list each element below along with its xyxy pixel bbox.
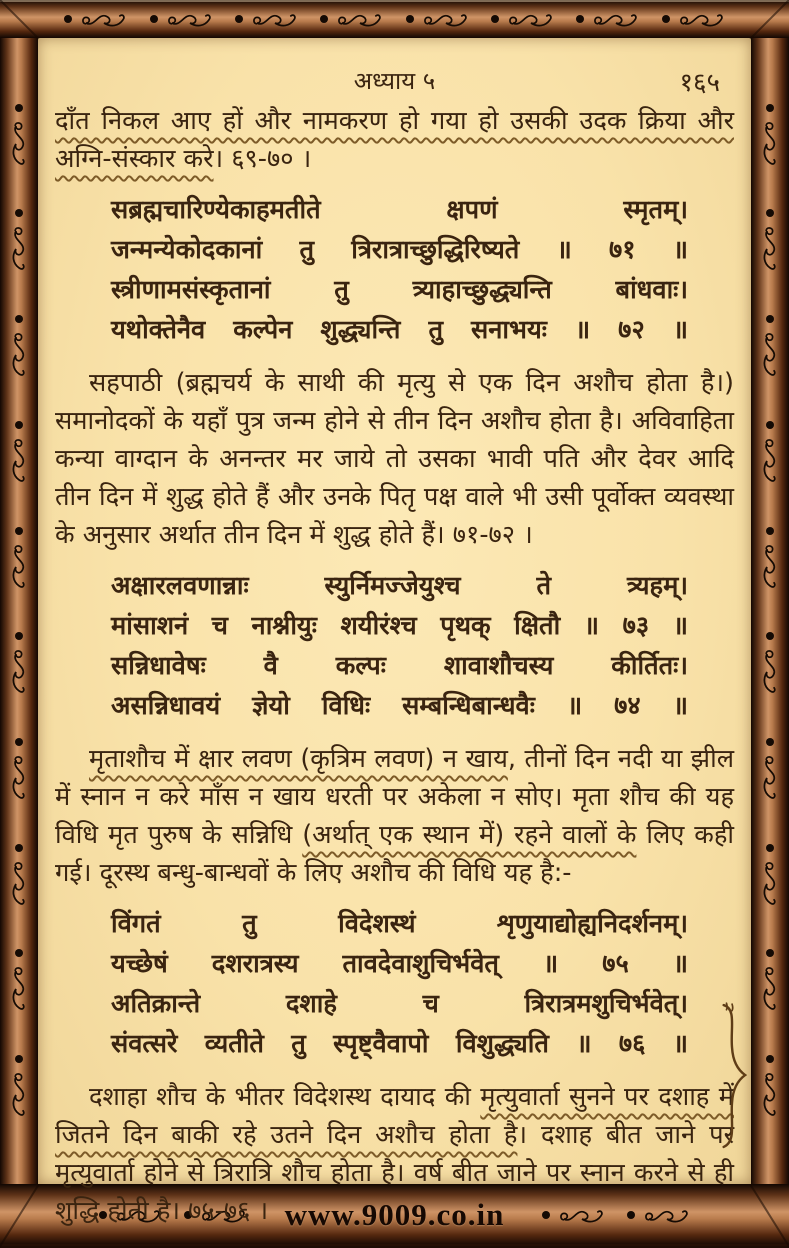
dot-icon bbox=[235, 15, 243, 23]
swash-icon bbox=[762, 332, 779, 378]
swash-icon bbox=[762, 966, 779, 1012]
text-segment: । ६९-७० । bbox=[213, 144, 312, 174]
flourish-ornament-icon bbox=[406, 11, 469, 28]
swash-icon bbox=[11, 755, 28, 801]
flourish-ornament-icon bbox=[762, 527, 779, 590]
page-header bbox=[55, 64, 734, 96]
text-segment: । दशाह बीत जाने पर मृत्युवार्ता होने से त्रिरात्रि शौच होता है। वर्ष बीत जाने पर स्नान करने से ही शुद्धि होती है। ७५-७६ । bbox=[55, 1120, 734, 1226]
underlined-phrase: मृताशौच में क्षार लवण (कृत्रिम लवण) न खाय bbox=[89, 744, 508, 774]
flourish-ornament-icon bbox=[11, 844, 28, 907]
flourish-ornament-icon bbox=[762, 104, 779, 167]
swash-icon bbox=[81, 11, 127, 28]
flourish-ornament-icon bbox=[662, 11, 725, 28]
dot-icon bbox=[15, 209, 23, 217]
text-segment: , तीनों दिन नदी या झील में स्नान न करे माँस न खाय धरती पर अकेला न सोए। मृता शौच की यह विधि मृत पुरुष के सन्निधि bbox=[55, 744, 734, 850]
swash-icon bbox=[762, 1072, 779, 1118]
dot-icon bbox=[766, 632, 774, 640]
dot-icon bbox=[15, 421, 23, 429]
flourish-ornament-icon bbox=[235, 11, 298, 28]
verse-line: अतिक्रान्ते दशाहे च त्रिरात्रमशुचिर्भवेत्। bbox=[111, 989, 688, 1019]
dot-icon bbox=[15, 315, 23, 323]
dot-icon bbox=[15, 844, 23, 852]
flourish-ornament-icon bbox=[320, 11, 383, 28]
swash-icon bbox=[762, 226, 779, 272]
dot-icon bbox=[766, 421, 774, 429]
flourish-ornament-icon bbox=[762, 315, 779, 378]
paragraph: सहपाठी (ब्रह्मचर्य के साथी की मृत्यु से एक दिन अशौच होता है।) समानोदकों के यहाँ पुत्र जन्म होने से तीन दिन अशौच होता है। अविवाहिता कन्या वाग्दान के अनन्तर मर जाये तो उसका भावी पति और देवर आदि तीन दिन में शुद्ध होते हैं और उनके पितृ पक्ष वाले भी उसी पूर्वोक्त व्यवस्था के अनुसार अर्थात तीन दिन में शुद्ध होते हैं। ७१-७२ । bbox=[55, 368, 734, 550]
dot-icon bbox=[766, 315, 774, 323]
watermark-url: www.9009.co.in bbox=[284, 1197, 505, 1232]
flourish-ornament-icon bbox=[11, 527, 28, 590]
flourish-ornament-icon bbox=[576, 11, 639, 28]
dot-icon bbox=[766, 738, 774, 746]
verse-line: मांसाशनं च नाश्नीयुः शयीरंश्च पृथक् क्षितौ ॥ ७३ ॥ bbox=[111, 611, 688, 641]
swash-icon bbox=[11, 226, 28, 272]
frame-left-border bbox=[0, 38, 38, 1184]
dot-icon bbox=[766, 209, 774, 217]
dot-icon bbox=[766, 844, 774, 852]
verse-block bbox=[55, 190, 734, 350]
dot-icon bbox=[766, 1055, 774, 1063]
dot-icon bbox=[576, 15, 584, 23]
verse-line: असन्निधावयं ज्ञेयो विधिः सम्बन्धिबान्धवैः ॥ ७४ ॥ bbox=[111, 691, 688, 721]
verse-line: संवत्सरे व्यतीते तु स्पृष्ट्वैवापो विशुद्ध्यति ॥ ७६ ॥ bbox=[111, 1029, 688, 1059]
chapter-heading: अध्याय ५ bbox=[353, 67, 436, 95]
swash-icon bbox=[762, 544, 779, 590]
flourish-ornament-icon bbox=[11, 209, 28, 272]
flourish-ornament-icon bbox=[11, 632, 28, 695]
flourish-ornament-icon bbox=[762, 632, 779, 695]
swash-icon bbox=[11, 1072, 28, 1118]
swash-icon bbox=[762, 649, 779, 695]
verse-line: जन्मन्येकोदकानां तु त्रिरात्राच्छुद्धिरिष्यते ॥ ७१ ॥ bbox=[111, 235, 688, 265]
dot-icon bbox=[15, 1055, 23, 1063]
verse-line: विंगतं तु विदेशस्थं शृणुयाद्योह्यनिदर्शनम्। bbox=[111, 909, 688, 939]
paragraph bbox=[55, 102, 734, 178]
flourish-ornament-icon bbox=[11, 738, 28, 801]
paragraph bbox=[55, 740, 734, 892]
dot-icon bbox=[15, 738, 23, 746]
dot-icon bbox=[15, 949, 23, 957]
flourish-ornament-icon bbox=[11, 1055, 28, 1118]
flourish-ornament-icon bbox=[762, 949, 779, 1012]
dot-icon bbox=[766, 949, 774, 957]
flourish-ornament-icon bbox=[762, 421, 779, 484]
dot-icon bbox=[406, 15, 414, 23]
swash-icon bbox=[337, 11, 383, 28]
swash-icon bbox=[167, 11, 213, 28]
flourish-ornament-icon bbox=[762, 209, 779, 272]
paragraph bbox=[55, 1078, 734, 1230]
swash-icon bbox=[11, 966, 28, 1012]
dot-icon bbox=[15, 104, 23, 112]
verse-line: स्त्रीणामसंस्कृतानां तु त्र्याहाच्छुद्ध्यन्ति बांधवाः। bbox=[111, 275, 688, 305]
dot-icon bbox=[491, 15, 499, 23]
dot-icon bbox=[15, 527, 23, 535]
flourish-ornament-icon bbox=[64, 11, 127, 28]
dot-icon bbox=[15, 632, 23, 640]
text-segment: लिए कही गई। दूरस्थ बन्धु-बान्धवों के लिए अशौच की विधि यह है:- bbox=[55, 820, 735, 888]
verse-block bbox=[55, 566, 734, 726]
swash-icon bbox=[593, 11, 639, 28]
swash-icon bbox=[762, 861, 779, 907]
flourish-ornament-icon bbox=[762, 738, 779, 801]
dot-icon bbox=[64, 15, 72, 23]
dot-icon bbox=[766, 527, 774, 535]
swash-icon bbox=[423, 11, 469, 28]
underlined-phrase: मृत्युवार्ता सुनने पर दशाह में जितने दिन बाकी रहे उतने दिन अशौच होता है bbox=[55, 1082, 734, 1150]
dot-icon bbox=[766, 104, 774, 112]
underlined-phrase: (अर्थात् एक स्थान में) रहने वालों के bbox=[302, 820, 637, 850]
verse-line: यच्छेषं दशरात्रस्य तावदेवाशुचिर्भवेत् ॥ ७५ ॥ bbox=[111, 949, 688, 979]
swash-icon bbox=[762, 438, 779, 484]
verse-line: यथोक्तेनैव कल्पेन शुद्ध्यन्ति तु सनाभयः ॥ ७२ ॥ bbox=[111, 315, 688, 345]
swash-icon bbox=[11, 332, 28, 378]
flourish-ornament-icon bbox=[11, 421, 28, 484]
flourish-ornament-icon bbox=[150, 11, 213, 28]
page-number: १६५ bbox=[679, 68, 720, 98]
flourish-ornament-icon bbox=[762, 844, 779, 907]
verse-line: सब्रह्मचारिण्येकाहमतीते क्षपणं स्मृतम्। bbox=[111, 195, 688, 225]
swash-icon bbox=[11, 438, 28, 484]
text-segment: दशाहा शौच के भीतर विदेशस्थ दायाद की bbox=[89, 1082, 481, 1112]
frame-right-border bbox=[751, 38, 789, 1184]
swash-icon bbox=[11, 121, 28, 167]
swash-icon bbox=[679, 11, 725, 28]
swash-icon bbox=[11, 544, 28, 590]
curly-brace-annotation bbox=[719, 1000, 747, 1156]
dot-icon bbox=[150, 15, 158, 23]
verse-block bbox=[55, 904, 734, 1064]
swash-icon bbox=[11, 861, 28, 907]
swash-icon bbox=[762, 121, 779, 167]
flourish-ornament-icon bbox=[762, 1055, 779, 1118]
dot-icon bbox=[662, 15, 670, 23]
frame-top-border bbox=[0, 0, 789, 38]
underlined-phrase: दाँत निकल आए हों और नामकरण हो गया हो उसकी उदक क्रिया और अग्नि-संस्कार करे bbox=[55, 106, 734, 174]
flourish-ornament-icon bbox=[11, 104, 28, 167]
verse-line: सन्निधावेषः वै कल्पः शावाशौचस्य कीर्तितः। bbox=[111, 651, 688, 681]
verse-line: अक्षारलवणान्नाः स्युर्निमज्जेयुश्च ते त्र्यहम्। bbox=[111, 571, 688, 601]
swash-icon bbox=[762, 755, 779, 801]
dot-icon bbox=[320, 15, 328, 23]
flourish-ornament-icon bbox=[11, 949, 28, 1012]
flourish-ornament-icon bbox=[491, 11, 554, 28]
swash-icon bbox=[11, 649, 28, 695]
flourish-ornament-icon bbox=[11, 315, 28, 378]
swash-icon bbox=[252, 11, 298, 28]
swash-icon bbox=[508, 11, 554, 28]
